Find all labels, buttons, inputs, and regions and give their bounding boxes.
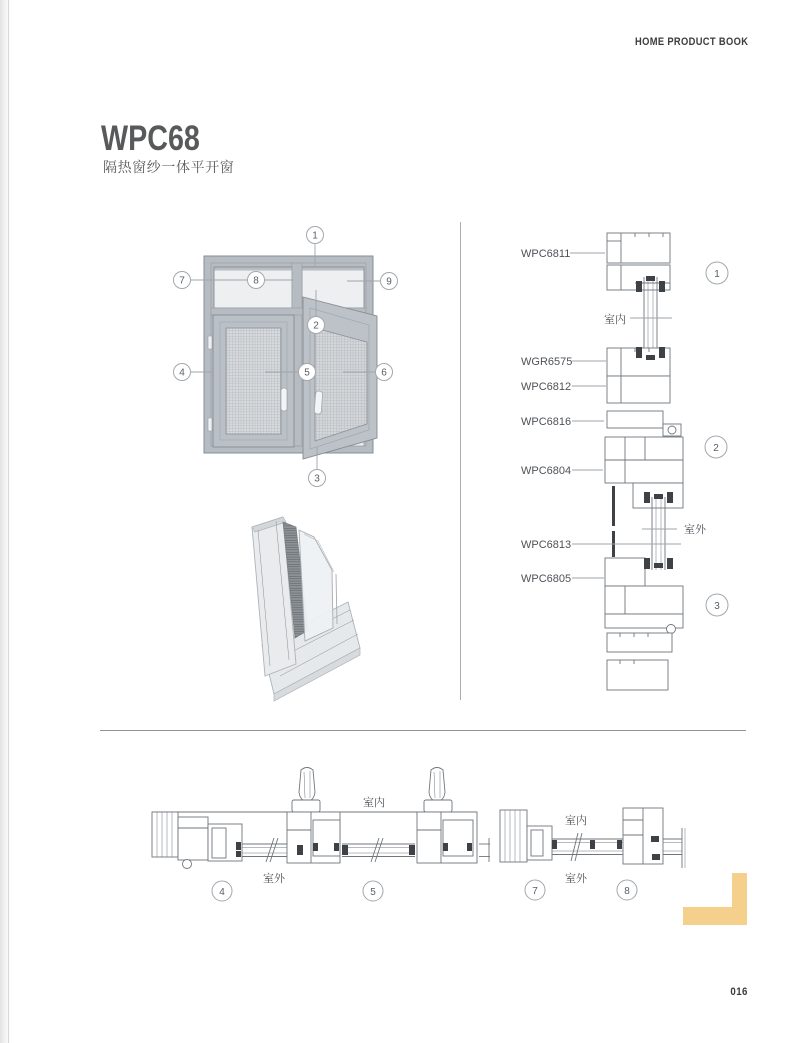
product-subtitle: 隔热窗纱一体平开窗 xyxy=(103,159,235,175)
part-label-wpc6805: WPC6805 xyxy=(521,573,572,585)
page-edge-shadow xyxy=(0,0,12,1043)
callout-6: 6 xyxy=(381,367,387,379)
callout-3: 3 xyxy=(314,473,320,485)
window-elevation-diagram xyxy=(160,218,420,508)
vertical-section-diagram xyxy=(515,225,750,710)
vertical-section-profiles xyxy=(605,233,683,690)
indoor-label: 室内 xyxy=(363,797,385,809)
page-edge-line xyxy=(8,0,9,1043)
callout-9: 9 xyxy=(386,276,392,288)
section-callout-7: 7 xyxy=(532,886,538,897)
product-model: WPC68 xyxy=(101,119,200,158)
part-label-wpc6812: WPC6812 xyxy=(521,381,572,393)
callout-5: 5 xyxy=(304,367,310,379)
callout-2: 2 xyxy=(313,320,319,332)
profile-glass-pane xyxy=(299,530,333,641)
left-sash-screen-mesh xyxy=(226,328,281,434)
horizontal-section-left xyxy=(145,760,495,910)
vertical-divider xyxy=(460,222,461,700)
part-label-wgr6575: WGR6575 xyxy=(521,356,573,368)
profile-3d-illustration xyxy=(230,505,380,705)
page-number: 016 xyxy=(730,986,748,998)
outdoor-label: 室外 xyxy=(684,524,706,536)
section-callout-4: 4 xyxy=(219,887,225,898)
part-label-wpc6811: WPC6811 xyxy=(521,248,571,260)
section-callout-2: 2 xyxy=(713,443,719,454)
corner-accent-graphic xyxy=(683,873,747,925)
horizontal-left-profiles xyxy=(152,768,490,869)
open-sash-screen-mesh xyxy=(315,328,367,441)
open-sash-handle xyxy=(314,391,323,414)
indoor-label: 室内 xyxy=(604,314,626,326)
vertical-section-callouts xyxy=(705,262,728,616)
horizontal-left-callouts xyxy=(212,881,383,901)
outdoor-label: 室外 xyxy=(565,873,587,885)
section-callout-5: 5 xyxy=(370,887,376,898)
book-title: HOME PRODUCT BOOK xyxy=(634,36,748,48)
indoor-label: 室内 xyxy=(565,815,587,827)
horizontal-section-right xyxy=(492,798,697,908)
callout-1: 1 xyxy=(312,230,318,242)
section-callout-8: 8 xyxy=(624,886,630,897)
left-sash-handle xyxy=(281,388,287,411)
callout-8: 8 xyxy=(253,275,259,287)
part-label-wpc6816: WPC6816 xyxy=(521,416,572,428)
left-sash xyxy=(213,315,294,447)
section-callout-3: 3 xyxy=(714,601,720,612)
section-callout-1: 1 xyxy=(714,269,720,280)
part-label-wpc6813: WPC6813 xyxy=(521,539,572,551)
outdoor-label: 室外 xyxy=(263,873,285,885)
callout-4: 4 xyxy=(179,367,185,379)
horizontal-divider xyxy=(100,730,746,731)
corner-accent-shape xyxy=(683,873,747,925)
callout-7: 7 xyxy=(179,275,185,287)
part-label-wpc6804: WPC6804 xyxy=(521,465,572,477)
